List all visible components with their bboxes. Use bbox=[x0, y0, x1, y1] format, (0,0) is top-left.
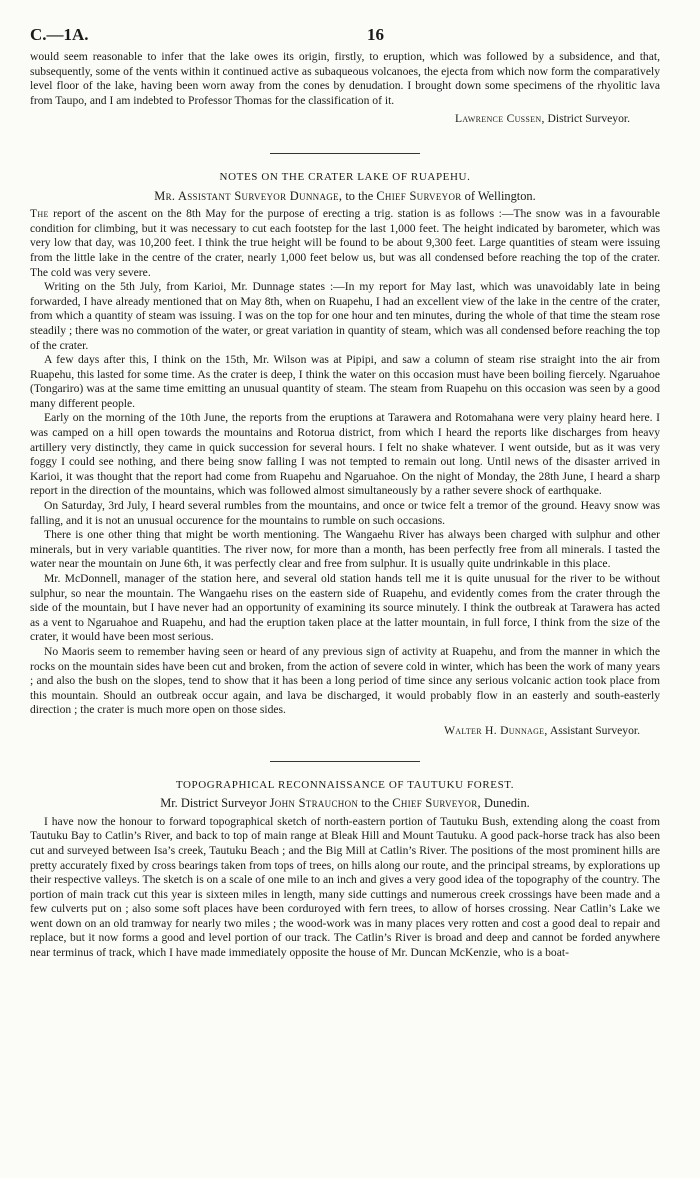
crater-lake-subtitle bbox=[30, 189, 660, 204]
intro-paragraph: would seem reasonable to infer that the lake owes its origin, firstly, to eruption, which was followed by a subsidence, and that, subsequently, some of the vents within it continued active as subaqueous volcanoes, the ejecta from which now form the comparatively level floor of the lake, having been worn away from the cones by denudation. I brought down some specimens of the rhyolitic lava from Taupo, and I am indebted to Professor Thomas for the classification of it. bbox=[30, 50, 660, 107]
dunnage-signature bbox=[30, 724, 660, 739]
section-divider bbox=[270, 153, 420, 154]
crater-paragraph-6: There is one other thing that might be worth mentioning. The Wangaehu River has always been charged with sulphur and other minerals, but in very variable quantities. The river now, for more than a month, has been perfectly free from all minerals. I tasted the water near the mountain on June 6th, it was perfectly clear and free from sulphur. It is usually quite undrinkable in this place. bbox=[30, 528, 660, 571]
tautuku-title: TOPOGRAPHICAL RECONNAISSANCE OF TAUTUKU FOREST. bbox=[175, 778, 515, 791]
tautuku-paragraph-1: I have now the honour to forward topographical sketch of north-eastern portion of Tautuku Bush, extending along the coast from Tautuku Bay to Catlin’s River, and back to top of main range at Bleak Hill and Mount Tautuku. A good pack-horse track has also been cut and surveyed between Isa’s creek, Tautuku Beach ; and the Big Mill at Catlin’s River. The positions of the most prominent hills are pretty accurately fixed by cross bearings taken from tops of trees, on hills along our route, and the principal streams, by explorations up their respective valleys. The sketch is on a scale of one mile to an inch and gives a very good idea of the topography of the country. The portion of main track cut this year is sixteen miles in length, many side cuttings and numerous creek crossings have been made and a few culverts put on ; also some soft places have been corduroyed with fern trees, to allow of horses crossing. Near Catlin’s Lake we went down on an old tramway for nearly two miles ; the wood-work was in many places very rotten and cost a good deal to repair and replace, but it now forms a good and level portion of our track. The Catlin’s River is broad and deep and cannot be forded anywhere near terminus of track, which I have made immediately opposite the house of Mr. Duncan McKenzie, who is a boat- bbox=[30, 814, 660, 960]
signature-title: Assistant Surveyor. bbox=[547, 723, 640, 737]
page-header bbox=[30, 22, 660, 50]
crater-paragraph-7: Mr. McDonnell, manager of the station here, and several old station hands tell me it is quite unusual for the river to be without sulphur, so near the mountain. The Wangaehu rises on the eastern side of Ruapehu, and evidently comes from the crater through the side of the mountain, but I have never had an opportunity of examining its source minutely. I think the outbreak at Tarawera has acted as a vent to Ngaruahoe and Ruapehu, and had the eruption taken place at the latter mountain, in full force, I think from the size of the crater, it would have been most serious. bbox=[30, 572, 660, 644]
section-divider bbox=[270, 761, 420, 762]
crater-paragraph-5: On Saturday, 3rd July, I heard several rumbles from the mountains, and once or twice felt a tremor of the ground. Heavy snow was falling, and it is not an unusual occurence for the mountains to rumble on such occasions. bbox=[30, 499, 660, 527]
signature-name: Walter H. Dunnage, bbox=[444, 723, 548, 737]
cussen-signature bbox=[30, 112, 660, 127]
subtitle-end: Dunedin. bbox=[480, 796, 530, 811]
crater-lake-title: NOTES ON THE CRATER LAKE OF RUAPEHU. bbox=[219, 170, 471, 183]
crater-paragraph-2: Writing on the 5th July, from Karioi, Mr. Dunnage states :—In my report for May last, which was unavoidably late in being forwarded, I have already mentioned that on May 8th, when on Ruapehu, I had an excellent view of the lake in the centre of the crater, from which a quantity of steam was issuing. I was on the top for one hour and ten minutes, during the whole of that time the steam rose steadily ; there was no commotion of the water, or great variation in quantity of steam, which was all condensed before reaching the top of the crater. bbox=[30, 280, 660, 352]
crater-paragraph-4: Early on the morning of the 10th June, the reports from the eruptions at Tarawera and Rotomahana were very plainy heard here. I was camped on a hill open towards the mountains and Rotorua district, from which I heard the reports like discharges from heavy artillery very distinctly, they came in quick succession for several hours. I felt no shake whatever. I went outside, but as it was very foggy I could see nothing, and there being snow falling I was not tempted to remain out long. Until news of the disaster arrived in Karioi, it was thought that the report had come from Ruapehu and Ngaruahoe. On the night of Monday, the 28th June, I heard a sharp report in the direction of the mountains, which was followed almost simultaneously by a rather severe shock of earthquake. bbox=[30, 411, 660, 498]
subtitle-name: John Strauchon bbox=[269, 796, 359, 811]
page-number: 16 bbox=[367, 25, 384, 44]
crater-paragraph-3: A few days after this, I think on the 15th, Mr. Wilson was at Pipipi, and saw a column of steam rise straight into the air from Ruapehu, this lasted for some time. As the crater is deep, I think the water on this occasion must have been boiling fiercely. Ngaruahoe (Tongariro) was at the same time emitting an unusual quantity of steam. The steam from Ruapehu on this occasion was seen by a good many different people. bbox=[30, 353, 660, 410]
paragraph-text: report of the ascent on the 8th May for the purpose of erecting a trig. station is as follows :—The snow was in a favourable condition for climbing, but it was necessary to cut each footstep for the last 1,000 feet. The height indicated by barometer, which was very low that day, was 10,200 feet. I think the true height will be found to be about 9,300 feet. Large quantities of steam were issuing from the little lake in the centre of the crater, nearly 1,000 feet below us, but was all condensed before reaching the top of the crater. The cold was very severe. bbox=[30, 207, 660, 279]
document-code: C.—1A. bbox=[30, 25, 89, 44]
subtitle-to: Chief Surveyor bbox=[376, 188, 462, 203]
subtitle-end: of Wellington. bbox=[461, 188, 536, 203]
subtitle-mid: to the bbox=[358, 796, 393, 811]
crater-paragraph-8: No Maoris seem to remember having seen or heard of any previous sign of activity at Ruapehu, and from the manner in which the rocks on the mountain sides have been cut and broken, from the action of severe cold in winter, which has been the work of many years ; and also the bush on the slopes, tend to show that it has been a long period of time since any serious volcanic action took place from this mountain. Should an outbreak occur again, and lava be discharged, it would probably flow in an easterly and south-easterly direction ; the crater is much more open on those sides. bbox=[30, 644, 660, 717]
subtitle-from: Mr. Assistant Surveyor Dunnage, bbox=[154, 188, 343, 203]
tautuku-subtitle bbox=[30, 796, 660, 811]
signature-title: District Surveyor. bbox=[544, 112, 630, 126]
subtitle-mid: to the bbox=[342, 188, 377, 203]
subtitle-to: Chief Surveyor, bbox=[392, 796, 481, 811]
paragraph-lead: The bbox=[30, 207, 49, 221]
subtitle-pre: Mr. District Surveyor bbox=[160, 796, 270, 811]
signature-name: Lawrence Cussen, bbox=[454, 112, 545, 126]
crater-paragraph-1 bbox=[30, 207, 660, 280]
